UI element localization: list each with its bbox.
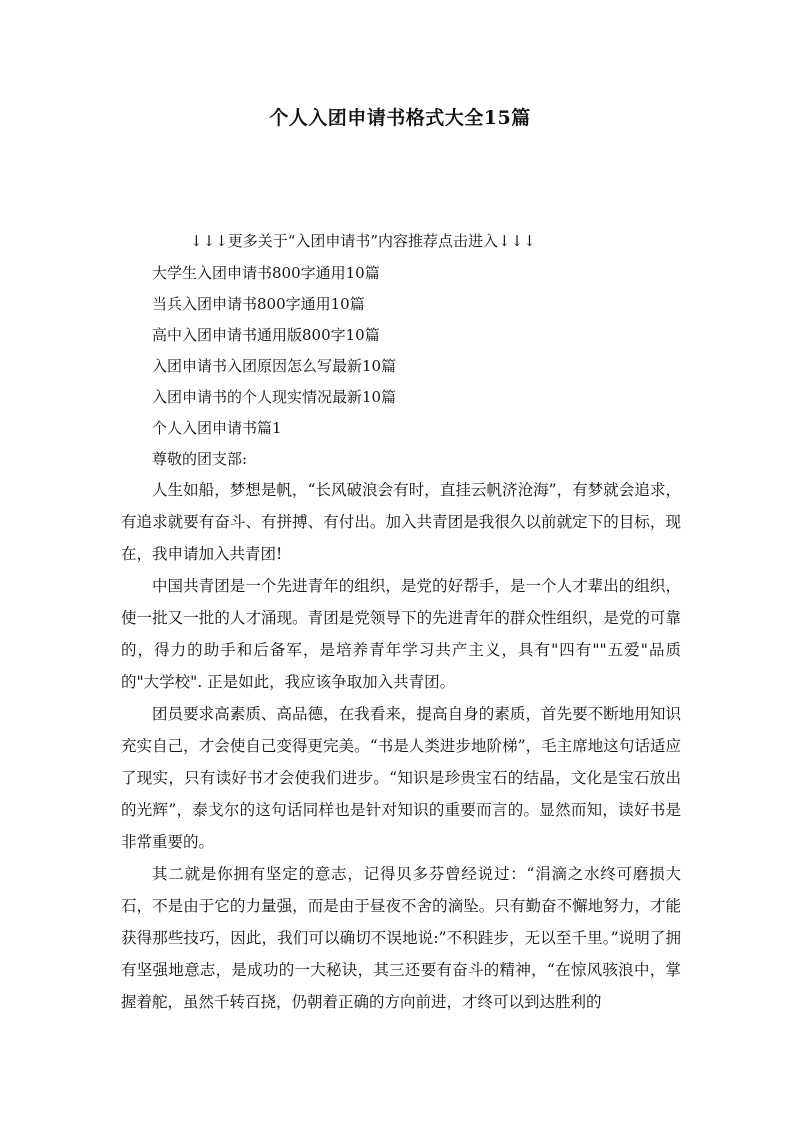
related-link-military[interactable]: 当兵入团申请书800字通用10篇 <box>152 295 365 313</box>
related-link-highschool[interactable]: 高中入团申请书通用版800字10篇 <box>152 326 380 344</box>
related-link-reasons[interactable]: 入团申请书入团原因怎么写最新10篇 <box>152 357 397 375</box>
related-link-personal[interactable]: 入团申请书的个人现实情况最新10篇 <box>152 388 397 406</box>
salutation: 尊敬的团支部: <box>152 450 248 468</box>
related-link-college[interactable]: 大学生入团申请书800字通用10篇 <box>152 264 380 282</box>
more-banner[interactable]: ↓↓↓更多关于“入团申请书”内容推荐点击进入↓↓↓ <box>190 232 536 250</box>
body-paragraph-2: 中国共青团是一个先进青年的组织，是党的好帮手，是一个人才辈出的组织，使一批又一批的人才涌现。青团是党领导下的先进青年的群众性组织，是党的可靠的，得力的助手和后备军，是培养青年学习共产主义，具有"四有""五爱"品质的"大学校". 正是如此，我应该争取加入共青团。 <box>121 577 681 691</box>
body-paragraph-3: 团员要求高素质、高品德，在我看来，提高自身的素质，首先要不断地用知识充实自己，才会使自己变得更完美。“书是人类进步地阶梯”，毛主席地这句话适应了现实，只有读好书才会使我们进步。“知识是珍贵宝石的结晶，文化是宝石放出的光辉”，泰戈尔的这句话同样也是针对知识的重要而言的。显然而知，读好书是非常重要的。 <box>121 705 681 851</box>
page-title: 个人入团申请书格式大全15篇 <box>269 107 531 129</box>
body-paragraph-4: 其二就是你拥有坚定的意志，记得贝多芬曾经说过：“涓滴之水终可磨损大石，不是由于它的力量强，而是由于昼夜不舍的滴坠。只有勤奋不懈地努力，才能获得那些技巧，因此，我们可以确切不误地说:”不积跬步，无以至千里。”说明了拥有坚强地意志，是成功的一大秘诀，其三还要有奋斗的精神，“在惊风骇浪中，掌握着舵，虽然千转百挠，仍朝着正确的方向前进，才终可以到达胜利的 <box>121 865 681 1011</box>
section-heading: 个人入团申请书篇1 <box>152 419 282 437</box>
body-paragraph-1: 人生如船，梦想是帆，“长风破浪会有时，直挂云帆济沧海”，有梦就会追求，有追求就要有奋斗、有拼搏、有付出。加入共青团是我很久以前就定下的目标，现在，我申请加入共青团! <box>121 481 681 563</box>
